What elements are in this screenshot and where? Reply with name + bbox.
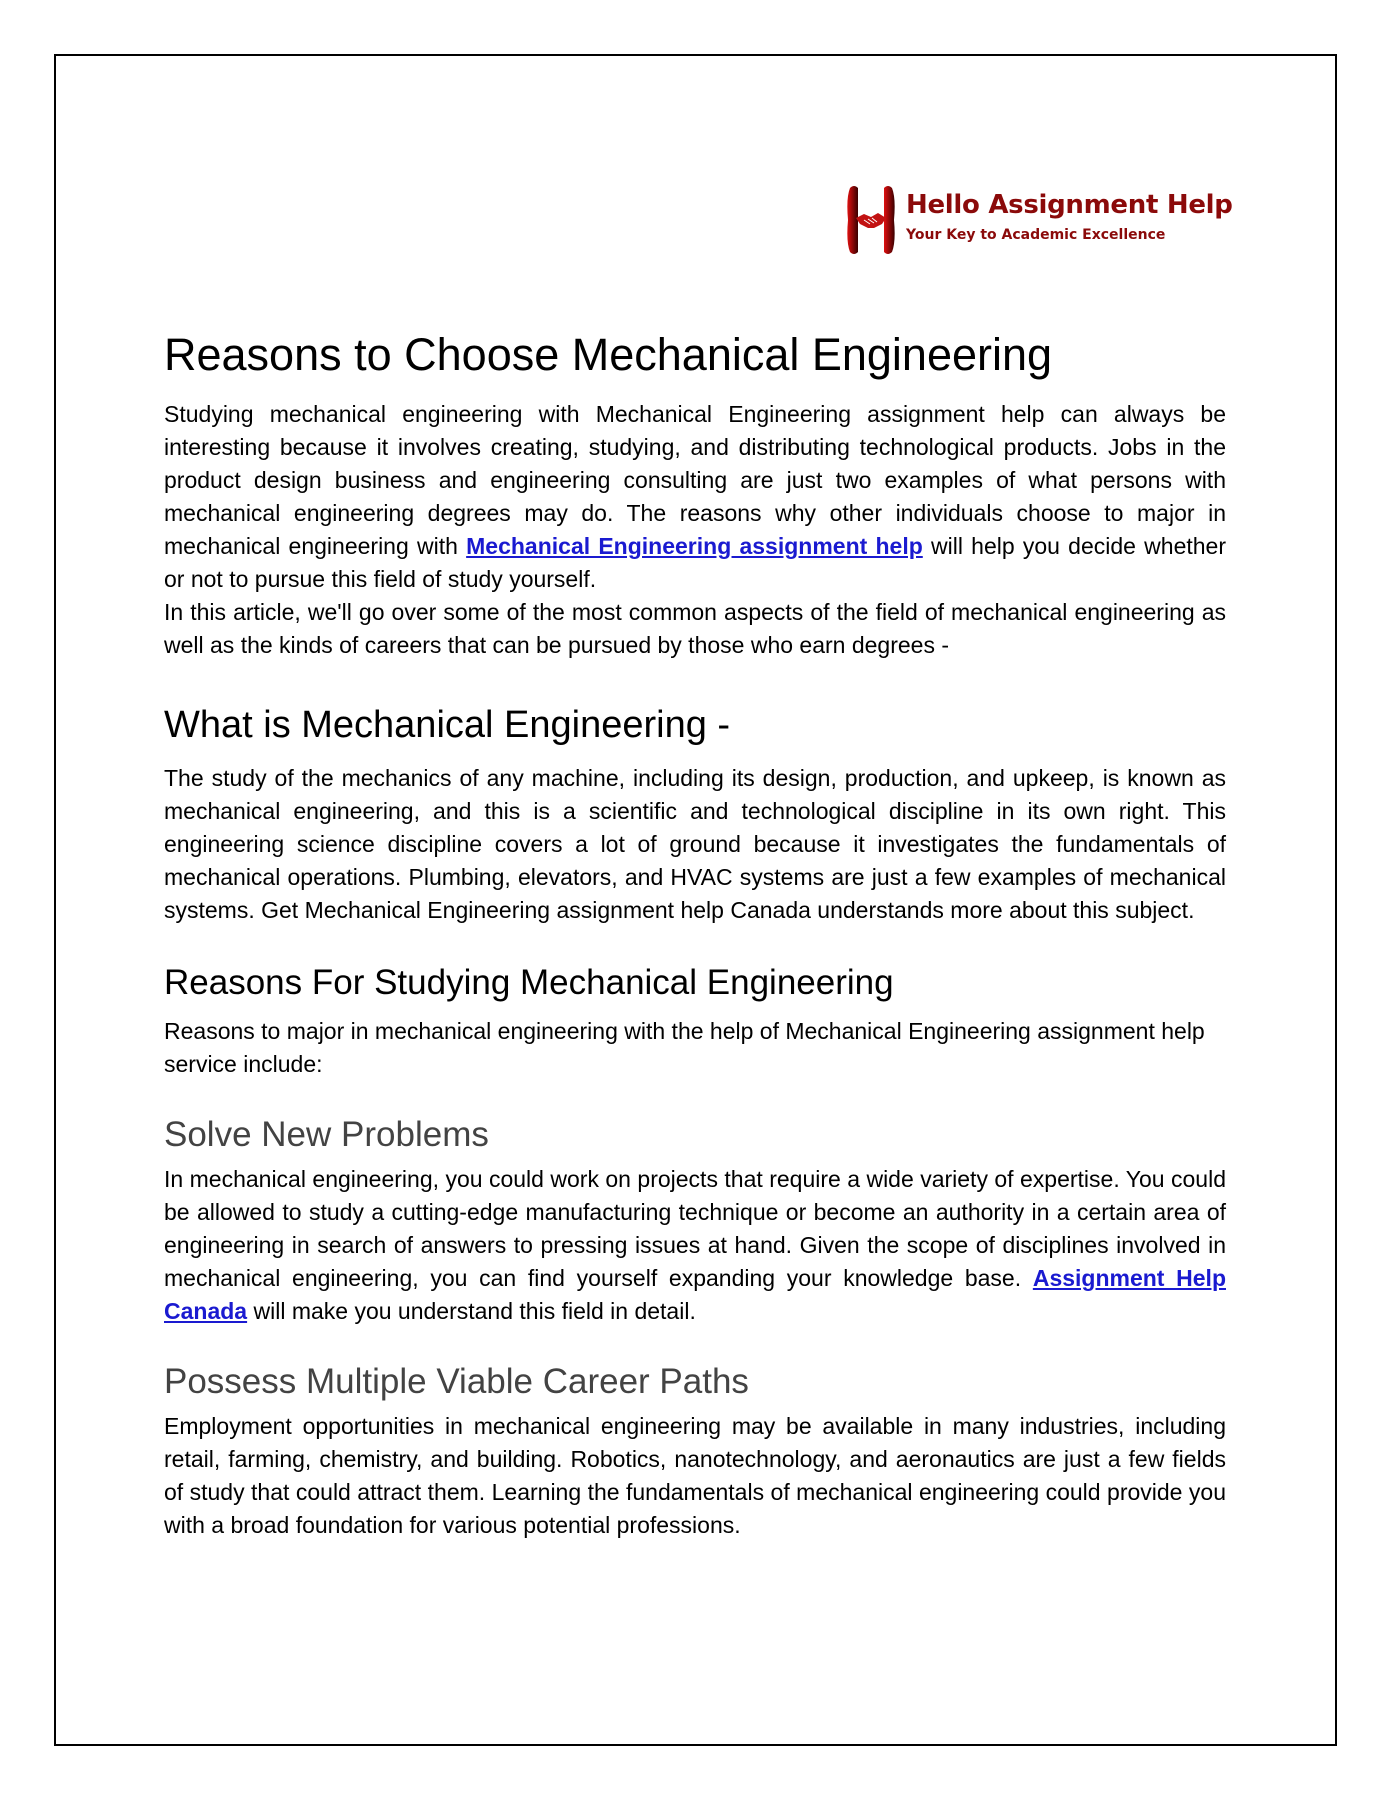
section-heading-what-is: What is Mechanical Engineering - [164,704,731,746]
section-heading-solve-problems: Solve New Problems [164,1115,489,1154]
intro-text: Studying mechanical engineering with Mechanical Engineering assignment help can always be interesting because it involves creating, studying, and distributing technological products. Jobs in the product design business and engineering consulting are just two examples of what persons with mechanical engineering degrees may do. The reasons why other individuals choose to major in mechanical engineering with [164,401,1226,559]
solve-problems-text: In mechanical engineering, you could work on projects that require a wide variety of expertise. You could be allowed to study a cutting-edge manufacturing technique or become an authority in a certain area of engineering in search of answers to pressing issues at hand. Given the scope of disciplines involved in mechanical engineering, you can find yourself expanding your knowledge base. [164,1166,1226,1291]
article-title: Reasons to Choose Mechanical Engineering [164,329,1053,380]
section-body-reasons: Reasons to major in mechanical engineering with the help of Mechanical Engineering assignment help service include: [164,1018,1205,1077]
intro-paragraph [164,398,1226,596]
section-heading-reasons: Reasons For Studying Mechanical Engineering [164,963,894,1002]
section-heading-career-paths: Possess Multiple Viable Career Paths [164,1362,749,1401]
solve-problems-text-end: will make you understand this field in detail. [247,1298,696,1324]
section-body-what-is: The study of the mechanics of any machine, including its design, production, and upkeep, is known as mechanical engineering, and this is a scientific and technological discipline in its own right. This engineering science discipline covers a lot of ground because it investigates the fundamentals of mechanical operations. Plumbing, elevators, and HVAC systems are just a few examples of mechanical systems. Get Mechanical Engineering assignment help Canada understands more about this subject. [164,765,1226,923]
section-body-career-paths: Employment opportunities in mechanical engineering may be available in many industries, including retail, farming, chemistry, and building. Robotics, nanotechnology, and aeronautics are just a few fields of study that could attract them. Learning the fundamentals of mechanical engineering could provide you with a broad foundation for various potential professions. [164,1413,1226,1538]
intro-text-end: will help you decide whether or not to pursue this field of study yourself. [164,533,1226,592]
mechanical-engineering-help-link[interactable]: Mechanical Engineering assignment help [466,533,923,559]
brand-name: Hello Assignment Help [906,190,1233,220]
intro-paragraph-2: In this article, we'll go over some of the most common aspects of the field of mechanical engineering as well as the kinds of careers that can be pursued by those who earn degrees - [164,599,1226,658]
assignment-help-canada-link[interactable]: Assignment Help Canada [164,1265,1226,1324]
section-body-solve-problems [164,1163,1226,1328]
brand-logo [844,182,1234,260]
handshake-h-logo-icon [844,182,898,258]
brand-tagline: Your Key to Academic Excellence [906,227,1166,243]
article-body [164,320,1226,1542]
